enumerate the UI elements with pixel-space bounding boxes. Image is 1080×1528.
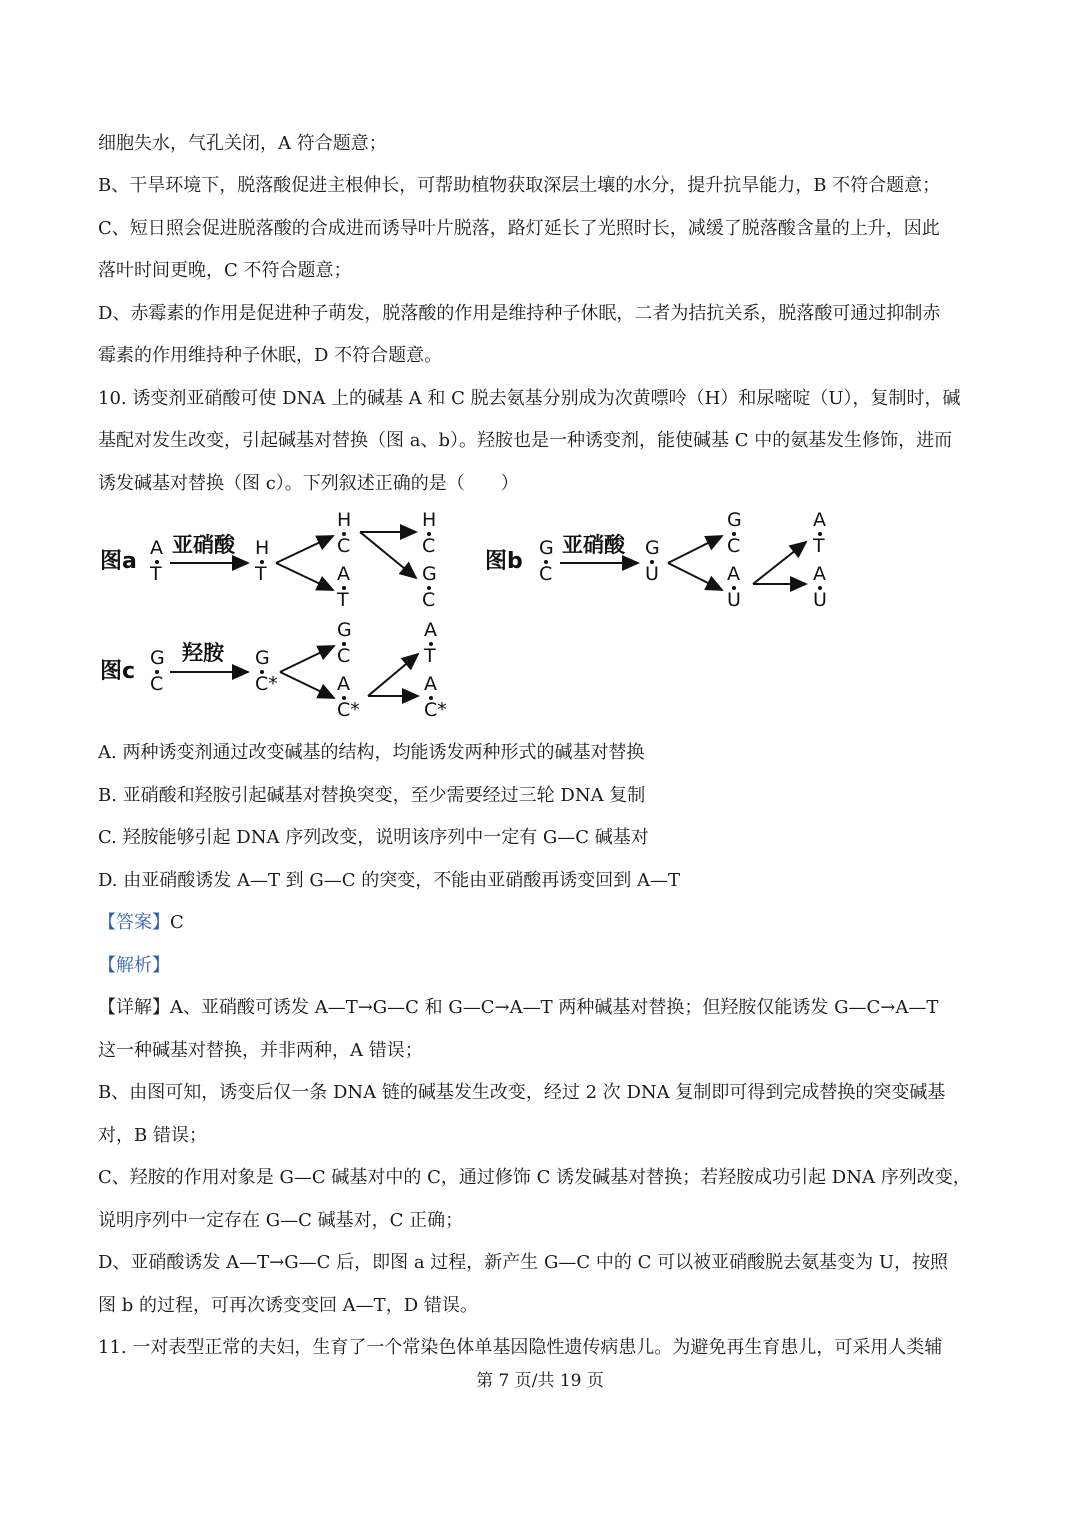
- base-A: A: [727, 563, 740, 585]
- text-line: 细胞失水，气孔关闭，A 符合题意；: [98, 133, 387, 154]
- text-line: B、干旱环境下，脱落酸促进主根伸长，可帮助植物获取深层土壤的水分，提升抗旱能力，B 不符合题意；: [98, 175, 941, 196]
- reagent-nitrous: 亚硝酸: [172, 533, 235, 557]
- text-line: C、短日照会促进脱落酸的合成进而诱导叶片脱落，路灯延长了光照时长，减缓了脱落酸含量的上升，因此: [98, 218, 940, 239]
- mutation-diagram-svg: [98, 506, 858, 726]
- base-A: A: [337, 673, 350, 695]
- fig-c-label: 图c: [100, 659, 136, 684]
- base-C-star: C*: [337, 699, 360, 721]
- text-line: 落叶时间更晚，C 不符合题意；: [98, 260, 352, 281]
- base-G: G: [150, 647, 165, 669]
- base-G: G: [539, 537, 554, 559]
- detail-line: 图 b 的过程，可再次诱变变回 A—T，D 错误。: [98, 1295, 478, 1316]
- base-H: H: [255, 537, 270, 559]
- answer-value: C: [170, 912, 184, 933]
- question-11-stem: 11. 一对表型正常的夫妇，生育了一个常染色体单基因隐性遗传病患儿。为避免再生育患儿，可采用人类辅: [98, 1337, 943, 1358]
- base-U: U: [727, 589, 741, 611]
- base-U: U: [645, 563, 659, 585]
- answer-line: [98, 910, 998, 936]
- fig-a-label: 图a: [100, 549, 137, 574]
- base-G: G: [645, 537, 660, 559]
- option-a: A. 两种诱变剂通过改变碱基的结构，均能诱发两种形式的碱基对替换: [98, 742, 645, 763]
- base-C: C: [150, 673, 164, 695]
- base-G: G: [255, 647, 270, 669]
- option-d: D. 由亚硝酸诱发 A—T 到 G—C 的突变，不能由亚硝酸再诱变回到 A—T: [98, 870, 681, 891]
- base-C: C: [727, 535, 741, 557]
- option-c: C. 羟胺能够引起 DNA 序列改变，说明该序列中一定有 G—C 碱基对: [98, 827, 649, 848]
- base-T: T: [337, 589, 349, 611]
- detail-line: 这一种碱基对替换，并非两种，A 错误；: [98, 1040, 423, 1061]
- base-A: A: [813, 509, 826, 531]
- base-C: C: [539, 563, 553, 585]
- text-line: 霉素的作用维持种子休眠，D 不符合题意。: [98, 345, 443, 366]
- detail-line: 【详解】A、亚硝酸可诱发 A—T→G—C 和 G—C→A—T 两种碱基对替换；但羟胺仅能诱发 G—C→A—T: [98, 997, 939, 1018]
- base-H: H: [337, 509, 352, 531]
- answer-tag: 【答案】: [98, 912, 170, 933]
- base-A: A: [337, 563, 350, 585]
- option-b: B. 亚硝酸和羟胺引起碱基对替换突变，至少需要经过三轮 DNA 复制: [98, 785, 646, 806]
- analysis-tag: 【解析】: [98, 955, 170, 976]
- base-A: A: [424, 619, 437, 641]
- detail-line: D、亚硝酸诱发 A—T→G—C 后，即图 a 过程，新产生 G—C 中的 C 可以被亚硝酸脱去氨基变为 U，按照: [98, 1252, 948, 1273]
- question-stem-line: 诱发碱基对替换（图 c）。下列叙述正确的是（ ）: [98, 473, 519, 494]
- base-C: C: [337, 535, 351, 557]
- mutation-diagram: [98, 506, 858, 726]
- base-C: C: [337, 645, 351, 667]
- base-A: A: [813, 563, 826, 585]
- page-number: 第 7 页/共 19 页: [476, 1371, 604, 1391]
- fig-b-label: 图b: [485, 549, 523, 574]
- reagent-nitrous: 亚硝酸: [562, 533, 625, 557]
- base-A: A: [150, 537, 163, 559]
- detail-line: C、羟胺的作用对象是 G—C 碱基对中的 C，通过修饰 C 诱发碱基对替换；若羟胺成功引起 DNA 序列改变，: [98, 1167, 971, 1188]
- base-G: G: [337, 619, 352, 641]
- base-T: T: [424, 645, 436, 667]
- base-G: G: [422, 563, 437, 585]
- text-line: D、赤霉素的作用是促进种子萌发，脱落酸的作用是维持种子休眠，二者为拮抗关系，脱落酸可通过抑制赤: [98, 303, 941, 324]
- base-A: A: [424, 673, 437, 695]
- base-U: U: [813, 589, 827, 611]
- base-T: T: [255, 563, 267, 585]
- base-T: T: [813, 535, 825, 557]
- base-C: C: [422, 589, 436, 611]
- reagent-hydroxylamine: 羟胺: [182, 641, 224, 665]
- base-C-star: C*: [255, 673, 278, 695]
- detail-line: 对，B 错误；: [98, 1125, 207, 1146]
- base-C-star: C*: [424, 699, 447, 721]
- base-T: T: [150, 563, 162, 585]
- base-G: G: [727, 509, 742, 531]
- base-H: H: [422, 509, 437, 531]
- base-C: C: [422, 535, 436, 557]
- detail-line: 说明序列中一定存在 G—C 碱基对，C 正确；: [98, 1210, 464, 1231]
- detail-line: B、由图可知，诱变后仅一条 DNA 链的碱基发生改变，经过 2 次 DNA 复制即可得到完成替换的突变碱基: [98, 1082, 946, 1103]
- question-stem-line: 基配对发生改变，引起碱基对替换（图 a、b）。羟胺也是一种诱变剂，能使碱基 C 中的氨基发生修饰，进而: [98, 430, 953, 451]
- question-stem-line: 10. 诱变剂亚硝酸可使 DNA 上的碱基 A 和 C 脱去氨基分别成为次黄嘌呤（H）和尿嘧啶（U），复制时，碱: [98, 388, 961, 409]
